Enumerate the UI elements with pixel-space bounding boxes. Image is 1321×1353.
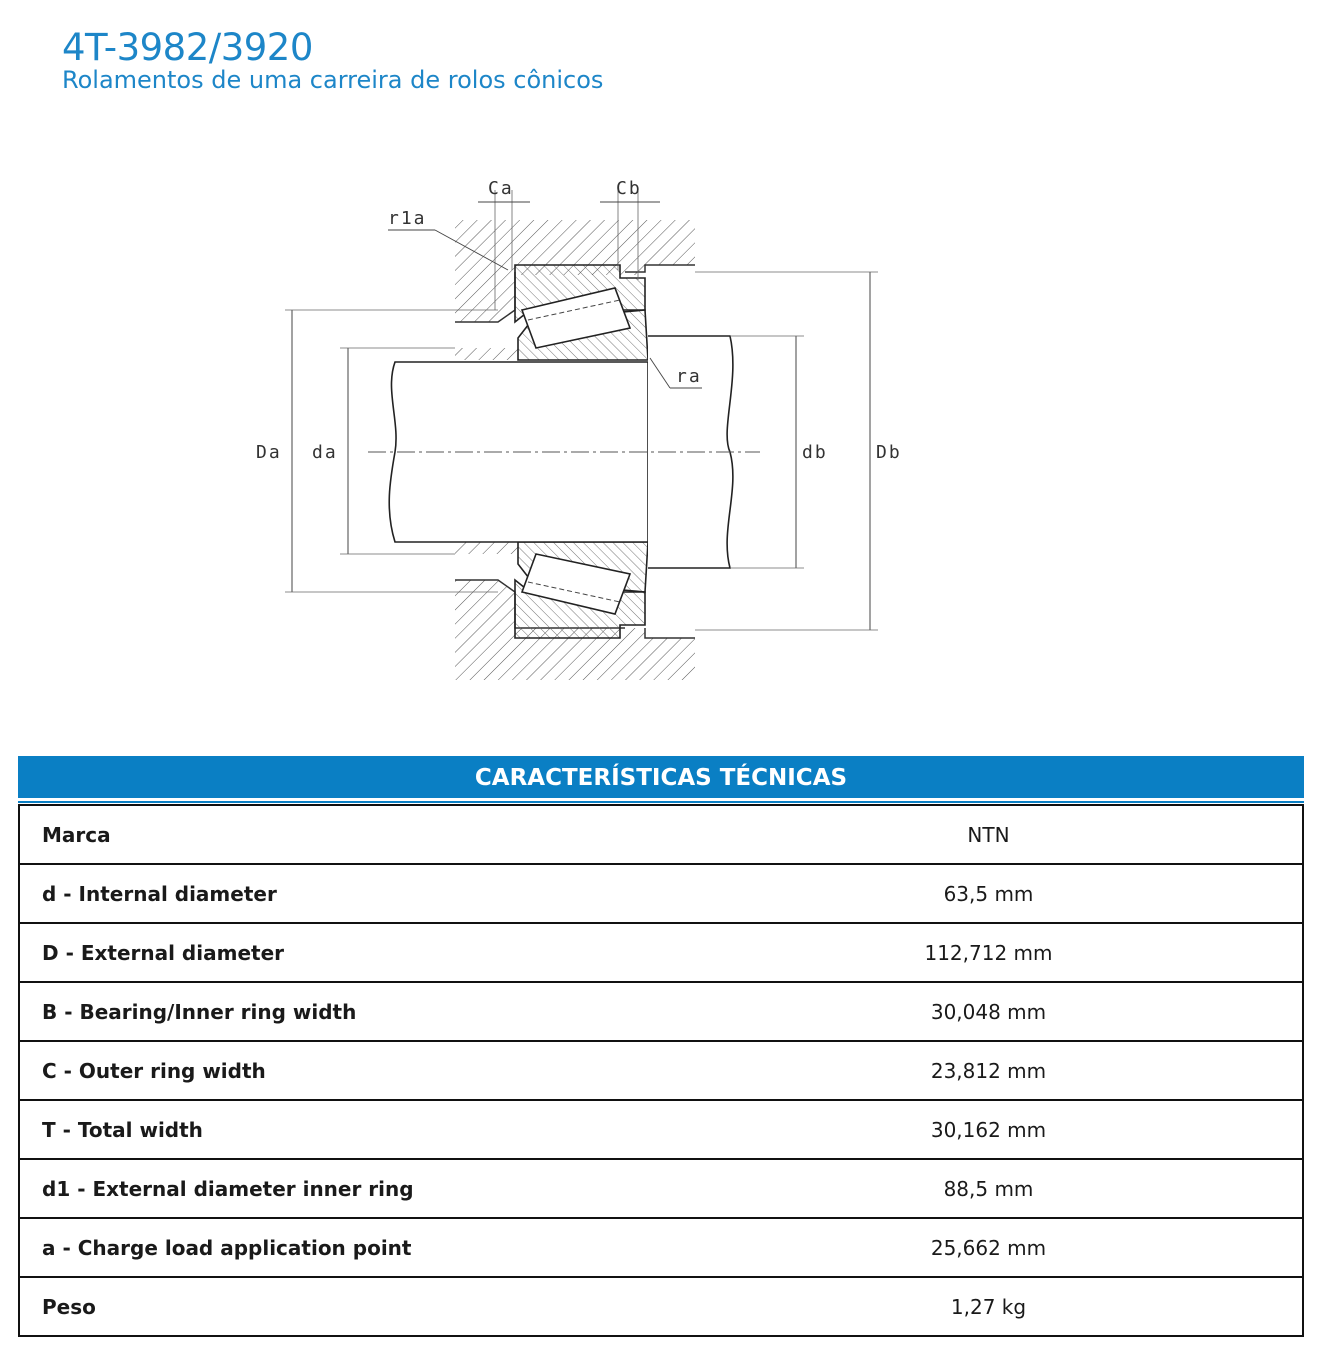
spec-value: 1,27 kg <box>655 1277 1303 1336</box>
table-row <box>19 1159 1303 1218</box>
label-db: db <box>802 442 828 463</box>
table-row <box>19 982 1303 1041</box>
table-row <box>19 1041 1303 1100</box>
specs-heading: CARACTERÍSTICAS TÉCNICAS <box>18 756 1304 801</box>
spec-value: 23,812 mm <box>655 1041 1303 1100</box>
spec-label: B - Bearing/Inner ring width <box>19 982 655 1041</box>
bearing-technical-drawing <box>240 160 940 700</box>
label-r1a: r1a <box>388 208 427 229</box>
page-header <box>62 26 603 94</box>
spec-label: D - External diameter <box>19 923 655 982</box>
spec-value: 112,712 mm <box>655 923 1303 982</box>
spec-label: T - Total width <box>19 1100 655 1159</box>
spec-value: 30,048 mm <box>655 982 1303 1041</box>
label-ca: Ca <box>488 178 514 199</box>
table-row <box>19 1100 1303 1159</box>
spec-value: 63,5 mm <box>655 864 1303 923</box>
table-row <box>19 864 1303 923</box>
label-Db: Db <box>876 442 902 463</box>
spec-value: 30,162 mm <box>655 1100 1303 1159</box>
spec-label: Marca <box>19 805 655 864</box>
label-cb: Cb <box>616 178 642 199</box>
spec-label: d1 - External diameter inner ring <box>19 1159 655 1218</box>
technical-specs-table <box>18 756 1304 1337</box>
bearing-diagram-svg <box>240 160 940 700</box>
spec-value: NTN <box>655 805 1303 864</box>
spec-value: 88,5 mm <box>655 1159 1303 1218</box>
table-row <box>19 923 1303 982</box>
spec-value: 25,662 mm <box>655 1218 1303 1277</box>
label-da: da <box>312 442 338 463</box>
label-Da: Da <box>256 442 282 463</box>
specs-grid <box>18 804 1304 1337</box>
spec-label: C - Outer ring width <box>19 1041 655 1100</box>
spec-label: a - Charge load application point <box>19 1218 655 1277</box>
table-row <box>19 1277 1303 1336</box>
product-title: 4T-3982/3920 <box>62 26 313 69</box>
table-row <box>19 1218 1303 1277</box>
label-ra: ra <box>676 366 702 387</box>
spec-label: d - Internal diameter <box>19 864 655 923</box>
spec-label: Peso <box>19 1277 655 1336</box>
product-subtitle: Rolamentos de uma carreira de rolos cônicos <box>62 66 604 94</box>
table-row <box>19 805 1303 864</box>
